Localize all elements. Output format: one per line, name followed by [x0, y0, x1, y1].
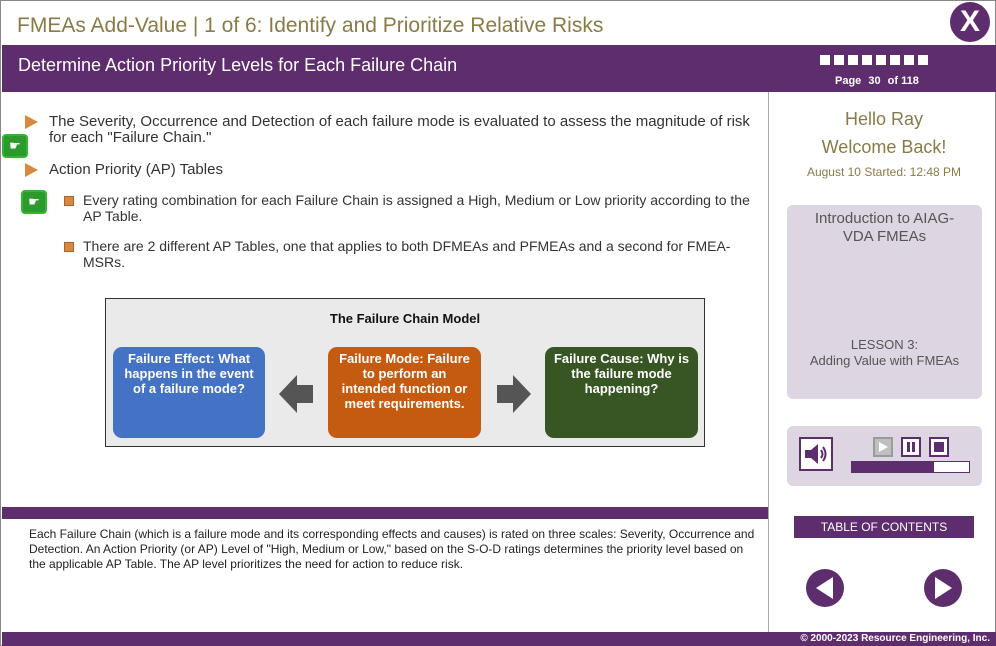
audio-player [787, 426, 982, 486]
section-header [2, 45, 996, 92]
section-title: Determine Action Priority Levels for Each Failure Chain [18, 55, 458, 75]
copyright: © 2000-2023 Resource Engineering, Inc. [800, 633, 990, 644]
narration-text: Each Failure Chain (which is a failure mode and its corresponding effects and causes) is rated on three scales: Severity, Occurrence and Detection. An Action Priority (or AP) Level of "High, Medium or Low," based on the S-O-D ratings determines the priority level based on the applicable AP Table. The AP level prioritizes the need for action to reduce risk. [29, 527, 755, 571]
progress-dot [848, 55, 858, 65]
progress-dot [918, 55, 928, 65]
arrow-right-icon [497, 375, 533, 413]
progress-dot [820, 55, 830, 65]
arrow-left-icon [806, 569, 844, 607]
close-icon: X [959, 5, 980, 38]
greeting [771, 105, 996, 161]
progress-dot [904, 55, 914, 65]
audio-progress-fill [852, 462, 934, 472]
lesson-title: Adding Value with FMEAs [809, 353, 960, 368]
page-label: Page [835, 75, 862, 87]
close-button[interactable] [950, 2, 990, 42]
next-button[interactable] [924, 569, 962, 607]
bullet-text: Action Priority (AP) Tables [49, 161, 223, 178]
speaker-icon [803, 442, 829, 466]
stop-button[interactable] [929, 437, 949, 457]
bullet-arrow-icon [25, 115, 38, 129]
play-button[interactable] [873, 437, 893, 457]
progress-dot [862, 55, 872, 65]
pointing-hand-icon: ☛ [2, 134, 28, 158]
course-title: FMEAs Add-Value | 1 of 6: Identify and Prioritize Relative Risks [17, 14, 604, 37]
progress-dot [834, 55, 844, 65]
sub-bullet-icon [64, 196, 74, 206]
failure-mode-box: Failure Mode: Failure to perform an intended function or meet requirements. [328, 347, 481, 438]
pause-icon [905, 441, 917, 453]
narration-divider [2, 507, 768, 519]
greeting-welcome: Welcome Back! [821, 137, 947, 157]
failure-effect-box: Failure Effect: What happens in the event of a failure mode? [113, 347, 265, 438]
page-current: 30 [868, 75, 881, 87]
previous-button[interactable] [806, 569, 844, 607]
progress-dot [890, 55, 900, 65]
lesson-number: LESSON 3: [850, 337, 919, 352]
page-counter [835, 75, 923, 87]
page-progress-dots [820, 55, 928, 65]
course-name: Introduction to AIAG-VDA FMEAs [814, 210, 955, 245]
sub-bullet-icon [64, 242, 74, 252]
volume-button[interactable] [799, 437, 833, 471]
progress-dot [876, 55, 886, 65]
greeting-name: Hello Ray [844, 109, 924, 129]
lesson-info-panel [787, 205, 982, 399]
sub-bullet-text: There are 2 different AP Tables, one that applies to both DFMEAs and PFMEAs and a second for FMEA-MSRs. [83, 238, 731, 270]
stop-icon [933, 441, 945, 453]
pointing-hand-icon: ☛ [21, 190, 47, 214]
pause-button[interactable] [901, 437, 921, 457]
failure-chain-diagram [105, 298, 705, 447]
lesson-label [787, 337, 982, 369]
session-started: August 10 Started: 12:48 PM [806, 165, 962, 179]
bullet-text: The Severity, Occurrence and Detection of each failure mode is evaluated to assess the magnitude of risk for each "Failure Chain." [49, 113, 750, 146]
footer [2, 632, 996, 646]
bullet-arrow-icon [25, 163, 38, 177]
page-total: of 118 [887, 75, 919, 87]
diagram-title: The Failure Chain Model [329, 311, 481, 326]
slide-content [2, 92, 768, 507]
play-icon [877, 441, 889, 453]
arrow-right-icon [924, 569, 962, 607]
audio-progress-bar[interactable] [851, 461, 970, 473]
arrow-left-icon [279, 375, 315, 413]
failure-cause-box: Failure Cause: Why is the failure mode happening? [545, 347, 698, 438]
sidebar-divider [768, 92, 769, 632]
table-of-contents-button[interactable]: TABLE OF CONTENTS [794, 516, 974, 538]
sub-bullet-text: Every rating combination for each Failure Chain is assigned a High, Medium or Low priority according to the AP Table. [83, 192, 750, 224]
